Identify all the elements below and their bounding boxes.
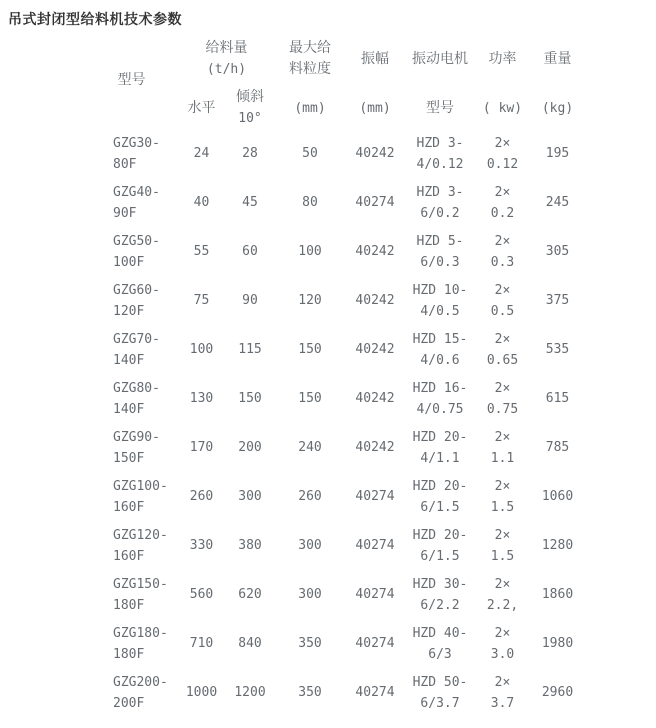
amplitude-cell: 40274 [355,685,395,700]
weight-cell: 2960 [541,685,574,700]
model-cell: GZG180- 180F [113,625,168,662]
motor-cell: HZD 15- 4/0.6 [412,331,468,368]
motor-cell: HZD 20- 4/1.1 [412,429,468,466]
motor-cell: HZD 20- 6/1.5 [412,527,468,564]
horizontal-cell: 560 [189,587,214,602]
max-size-cell: 80 [302,195,318,210]
power-cell: 2× 3.7 [490,674,515,711]
col-header-incline: 倾斜 10° [236,89,264,126]
model-cell: GZG30- 80F [113,135,160,172]
weight-cell: 1280 [541,538,574,553]
amplitude-cell: 40242 [355,146,395,161]
page-title: 吊式封闭型给料机技术参数 [8,12,182,28]
motor-cell: HZD 50- 6/3.7 [412,674,468,711]
weight-cell: 375 [545,293,570,308]
max-size-cell: 100 [298,244,322,259]
horizontal-cell: 130 [189,391,214,406]
incline-cell: 840 [238,636,262,651]
weight-cell: 1860 [541,587,574,602]
table-row [85,227,585,276]
weight-cell: 1980 [541,636,574,651]
max-size-cell: 300 [298,587,322,602]
table-row [85,521,585,570]
max-size-cell: 300 [298,538,322,553]
table-row [85,129,585,178]
incline-cell: 380 [238,538,262,553]
horizontal-cell: 40 [193,195,210,210]
max-size-cell: 120 [298,293,322,308]
motor-cell: HZD 3- 4/0.12 [416,135,464,172]
col-header-feed: 给料量 (t/h) [205,40,248,77]
col-header-horizontal: 水平 [187,99,216,116]
amplitude-cell: 40274 [355,195,395,210]
table-row [85,570,585,619]
model-cell: GZG50- 100F [113,233,160,270]
col-header-amplitude: 振幅 [361,50,389,67]
power-cell: 2× 3.0 [490,625,515,662]
weight-cell: 195 [545,146,570,161]
amplitude-cell: 40242 [355,244,395,259]
power-cell: 2× 0.12 [486,135,519,172]
max-size-cell: 350 [298,636,322,651]
table-row [85,325,585,374]
col-header-weight: 重量 [543,50,572,67]
horizontal-cell: 710 [189,636,214,651]
model-cell: GZG40- 90F [113,184,160,221]
horizontal-cell: 100 [189,342,214,357]
model-cell: GZG60- 120F [113,282,160,319]
amplitude-cell: 40242 [355,391,395,406]
table-row [85,374,585,423]
horizontal-cell: 55 [193,244,210,259]
power-cell: 2× 0.75 [486,380,519,417]
motor-cell: HZD 5- 6/0.3 [416,233,464,270]
model-cell: GZG80- 140F [113,380,160,417]
power-cell: 2× 0.5 [490,282,515,319]
amplitude-cell: 40242 [355,440,395,455]
incline-cell: 1200 [234,685,266,700]
max-size-cell: 260 [298,489,322,504]
incline-cell: 115 [238,342,262,357]
horizontal-cell: 330 [189,538,214,553]
weight-cell: 615 [545,391,570,406]
weight-cell: 785 [545,440,570,455]
max-size-cell: 50 [302,146,318,161]
power-cell: 2× 0.65 [486,331,519,368]
spec-table [85,31,585,717]
incline-cell: 620 [238,587,262,602]
col-header-max-size: 最大给 料粒度 [289,40,331,77]
col-header-motor: 振动电机 [412,50,468,67]
motor-cell: HZD 16- 4/0.75 [412,380,468,417]
table-row [85,423,585,472]
col-header-amplitude-unit: (mm) [359,100,391,116]
incline-cell: 45 [242,195,258,210]
model-cell: GZG120- 160F [113,527,168,564]
max-size-cell: 350 [298,685,322,700]
weight-cell: 245 [545,195,570,210]
amplitude-cell: 40274 [355,489,395,504]
max-size-cell: 240 [298,440,322,455]
horizontal-cell: 260 [189,489,214,504]
model-cell: GZG90- 150F [113,429,160,466]
motor-cell: HZD 10- 4/0.5 [412,282,468,319]
header-row-top [85,31,585,87]
horizontal-cell: 170 [189,440,214,455]
incline-cell: 60 [242,244,258,259]
incline-cell: 200 [238,440,262,455]
model-cell: GZG200- 200F [113,674,168,711]
motor-cell: HZD 20- 6/1.5 [412,478,468,515]
col-header-power: 功率 [488,50,517,67]
motor-cell: HZD 3- 6/0.2 [416,184,464,221]
table-row [85,276,585,325]
model-cell: GZG70- 140F [113,331,160,368]
motor-cell: HZD 40- 6/3 [412,625,468,662]
max-size-cell: 150 [298,342,322,357]
horizontal-cell: 75 [193,293,210,308]
table-body [85,129,585,717]
table-row [85,668,585,717]
power-cell: 2× 0.3 [490,233,515,270]
incline-cell: 90 [242,293,258,308]
model-cell: GZG150- 180F [113,576,168,613]
horizontal-cell: 1000 [185,685,218,700]
power-cell: 2× 2.2, [486,576,519,613]
incline-cell: 150 [238,391,262,406]
col-header-power-unit: ( kw) [482,100,523,116]
horizontal-cell: 24 [193,146,210,161]
incline-cell: 28 [242,146,258,161]
power-cell: 2× 1.5 [490,527,515,564]
model-cell: GZG100- 160F [113,478,168,515]
power-cell: 2× 1.1 [490,429,515,466]
power-cell: 2× 0.2 [490,184,515,221]
incline-cell: 300 [238,489,262,504]
amplitude-cell: 40242 [355,342,395,357]
col-header-weight-unit: (kg) [541,100,574,116]
table-row [85,619,585,668]
motor-cell: HZD 30- 6/2.2 [412,576,468,613]
col-header-model: 型号 [117,71,146,88]
table-row [85,178,585,227]
amplitude-cell: 40274 [355,587,395,602]
amplitude-cell: 40274 [355,636,395,651]
power-cell: 2× 1.5 [490,478,515,515]
weight-cell: 305 [545,244,570,259]
col-header-motor-model: 型号 [426,99,454,116]
weight-cell: 1060 [541,489,574,504]
col-header-max-size-unit: (mm) [294,100,326,116]
max-size-cell: 150 [298,391,322,406]
weight-cell: 535 [545,342,570,357]
table-header [85,31,585,129]
table-row [85,472,585,521]
amplitude-cell: 40242 [355,293,395,308]
amplitude-cell: 40274 [355,538,395,553]
